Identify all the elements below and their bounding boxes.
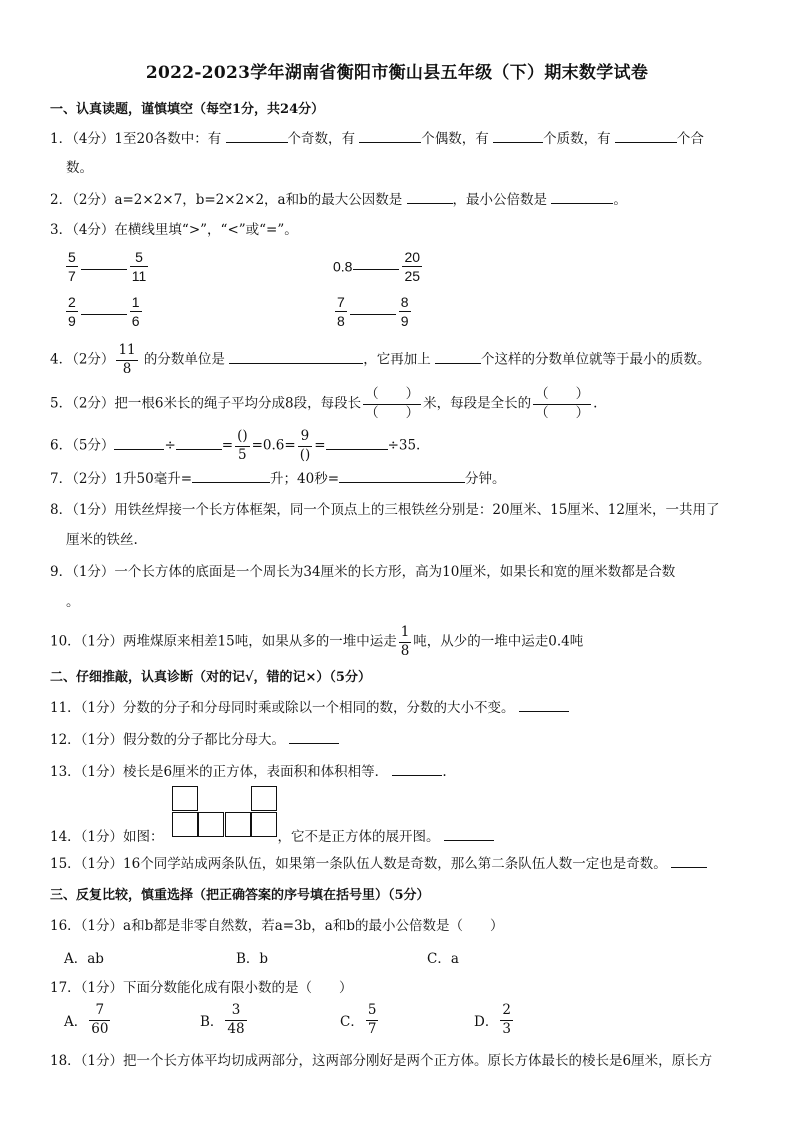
net-square xyxy=(251,786,277,811)
question-12: 12．（1分）假分数的分子都比分母大。 xyxy=(50,729,339,750)
compare-item-a xyxy=(64,250,150,283)
question-2: 2．（2分）a=2×2×7，b=2×2×2，a和b的最大公因数是 ，最小公倍数是 。 xyxy=(50,189,627,210)
answer-blank[interactable] xyxy=(444,826,494,841)
question-18: 18．（1分）把一个长方体平均切成两部分，这两部分刚好是两个正方体。原长方体最长的棱长是6厘米，原长方 xyxy=(50,1053,713,1069)
option-b[interactable]: B． $\frac{3}{48}$ xyxy=(200,1002,245,1037)
fraction: $\frac{5}{11}$ xyxy=(131,249,147,284)
question-5: 5．（2分）把一根6米长的绳子平均分成8段，每段长 $\frac{( )}{( )}$ 米，每段是全长的 $\frac{( )}{( )}$ . xyxy=(50,386,598,421)
section-2-heading: 二、仔细推敲，认真诊断（对的记√，错的记×）（5分） xyxy=(50,670,371,685)
fraction: $\frac{1}{8}$ xyxy=(400,624,410,659)
question-17: 17．（1分）下面分数能化成有限小数的是（ ） xyxy=(50,980,353,996)
answer-blank[interactable] xyxy=(81,300,127,315)
option-d[interactable]: D． $\frac{2}{3}$ xyxy=(474,1002,511,1037)
answer-blank[interactable] xyxy=(176,435,222,450)
answer-blank[interactable] xyxy=(551,189,613,204)
fraction: $\frac{5}{7}$ xyxy=(68,249,76,284)
answer-blank[interactable] xyxy=(493,128,543,143)
question-11: 11．（1分）分数的分子和分母同时乘或除以一个相同的数，分数的大小不变。 xyxy=(50,697,569,718)
net-square xyxy=(172,786,198,811)
fraction: $\frac{3}{48}$ xyxy=(227,1002,245,1037)
fraction: $\frac{1}{6}$ xyxy=(131,294,140,329)
question-8-continued: 厘米的铁丝. xyxy=(66,532,138,548)
answer-blank[interactable] xyxy=(326,435,388,450)
option-b[interactable]: B．b xyxy=(236,951,269,967)
section-3-heading: 三、反复比较，慎重选择（把正确答案的序号填在括号里）（5分） xyxy=(50,888,430,903)
answer-blank[interactable] xyxy=(229,349,363,364)
fraction: $\frac{20}{25}$ xyxy=(404,249,421,284)
answer-blank[interactable] xyxy=(392,761,442,776)
answer-blank[interactable] xyxy=(289,729,339,744)
option-c[interactable]: C．a xyxy=(427,951,459,967)
fraction: $\frac{7}{8}$ xyxy=(337,294,345,329)
section-1-heading: 一、认真读题，谨慎填空（每空1分，共24分） xyxy=(50,102,325,117)
answer-blank[interactable] xyxy=(615,128,677,143)
fraction-blank[interactable]: $\frac{()}{5}$ xyxy=(237,428,248,463)
exam-title: 2022-2023学年湖南省衡阳市衡山县五年级（下）期末数学试卷 xyxy=(145,63,649,83)
fraction: $\frac{8}{9}$ xyxy=(400,294,409,329)
fraction-blank[interactable]: $\frac{( )}{( )}$ xyxy=(365,386,420,421)
question-16: 16．（1分）a和b都是非零自然数，若a=3b，a和b的最小公倍数是（ ） xyxy=(50,918,504,934)
question-9: 9．（1分）一个长方体的底面是一个周长为34厘米的长方形，高为10厘米，如果长和宽的厘米数都是合数 xyxy=(50,564,676,580)
answer-blank[interactable] xyxy=(192,468,270,483)
answer-blank[interactable] xyxy=(435,349,481,364)
option-a[interactable]: A． $\frac{7}{60}$ xyxy=(64,1002,109,1037)
answer-blank[interactable] xyxy=(359,128,421,143)
fraction: $\frac{5}{7}$ xyxy=(367,1002,377,1037)
question-8: 8．（1分）用铁丝焊接一个长方体框架，同一个顶点上的三根铁丝分别是：20厘米、15厘米、12厘米，一共用了 xyxy=(50,502,720,518)
question-7: 7．（2分）1升50毫升= 升；40秒= 分钟。 xyxy=(50,468,506,489)
fraction-blank[interactable]: $\frac{9}{()}$ xyxy=(299,428,311,463)
compare-item-b: 0.8 $\frac{20}{25}$ xyxy=(333,249,421,284)
question-10: 10．（1分）两堆煤原来相差15吨，如果从多的一堆中运走 $\frac{1}{8}$ 吨，从少的一堆中运走0.4吨 xyxy=(50,624,584,659)
answer-blank[interactable] xyxy=(519,697,569,712)
answer-blank[interactable] xyxy=(81,255,127,270)
answer-blank[interactable] xyxy=(407,189,453,204)
answer-blank[interactable] xyxy=(339,468,465,483)
question-1-continued: 数。 xyxy=(66,160,93,176)
fraction: $\frac{11}{8}$ xyxy=(118,342,136,377)
fraction-blank[interactable]: $\frac{( )}{( )}$ xyxy=(535,386,590,421)
question-9-continued: 。 xyxy=(66,594,80,610)
fraction: $\frac{7}{60}$ xyxy=(91,1002,109,1037)
option-c[interactable]: C． $\frac{5}{7}$ xyxy=(340,1002,377,1037)
compare-item-d xyxy=(333,295,413,328)
answer-blank[interactable] xyxy=(350,300,396,315)
question-4: 4．（2分） $\frac{11}{8}$ 的分数单位是 ，它再加上 个这样的分数单位就等于最小的质数。 xyxy=(50,342,711,377)
answer-blank[interactable] xyxy=(226,128,288,143)
fraction: $\frac{2}{9}$ xyxy=(68,294,76,329)
question-3: 3．（4分）在横线里填“>”，“<”或“=”。 xyxy=(50,222,298,238)
answer-blank[interactable] xyxy=(671,853,707,868)
question-14: 14．（1分）如图： ，它不是正方体的展开图。 xyxy=(50,826,494,847)
answer-blank[interactable] xyxy=(353,255,399,270)
question-15: 15．（1分）16个同学站成两条队伍，如果第一条队伍人数是奇数，那么第二条队伍人数一定也是奇数。 xyxy=(50,853,707,874)
option-a[interactable]: A．ab xyxy=(64,951,104,967)
question-13: 13．（1分）棱长是6厘米的正方体，表面积和体积相等． . xyxy=(50,761,447,782)
fraction: $\frac{2}{3}$ xyxy=(502,1002,511,1037)
question-1: 1．（4分）1至20各数中：有 个奇数，有 个偶数，有 个质数，有 个合 xyxy=(50,128,704,149)
question-6: 6．（5分） ÷ = $\frac{()}{5}$ =0.6= $\frac{9}{()}$ = ÷35. xyxy=(50,428,421,463)
compare-item-c xyxy=(64,295,144,328)
answer-blank[interactable] xyxy=(114,435,164,450)
